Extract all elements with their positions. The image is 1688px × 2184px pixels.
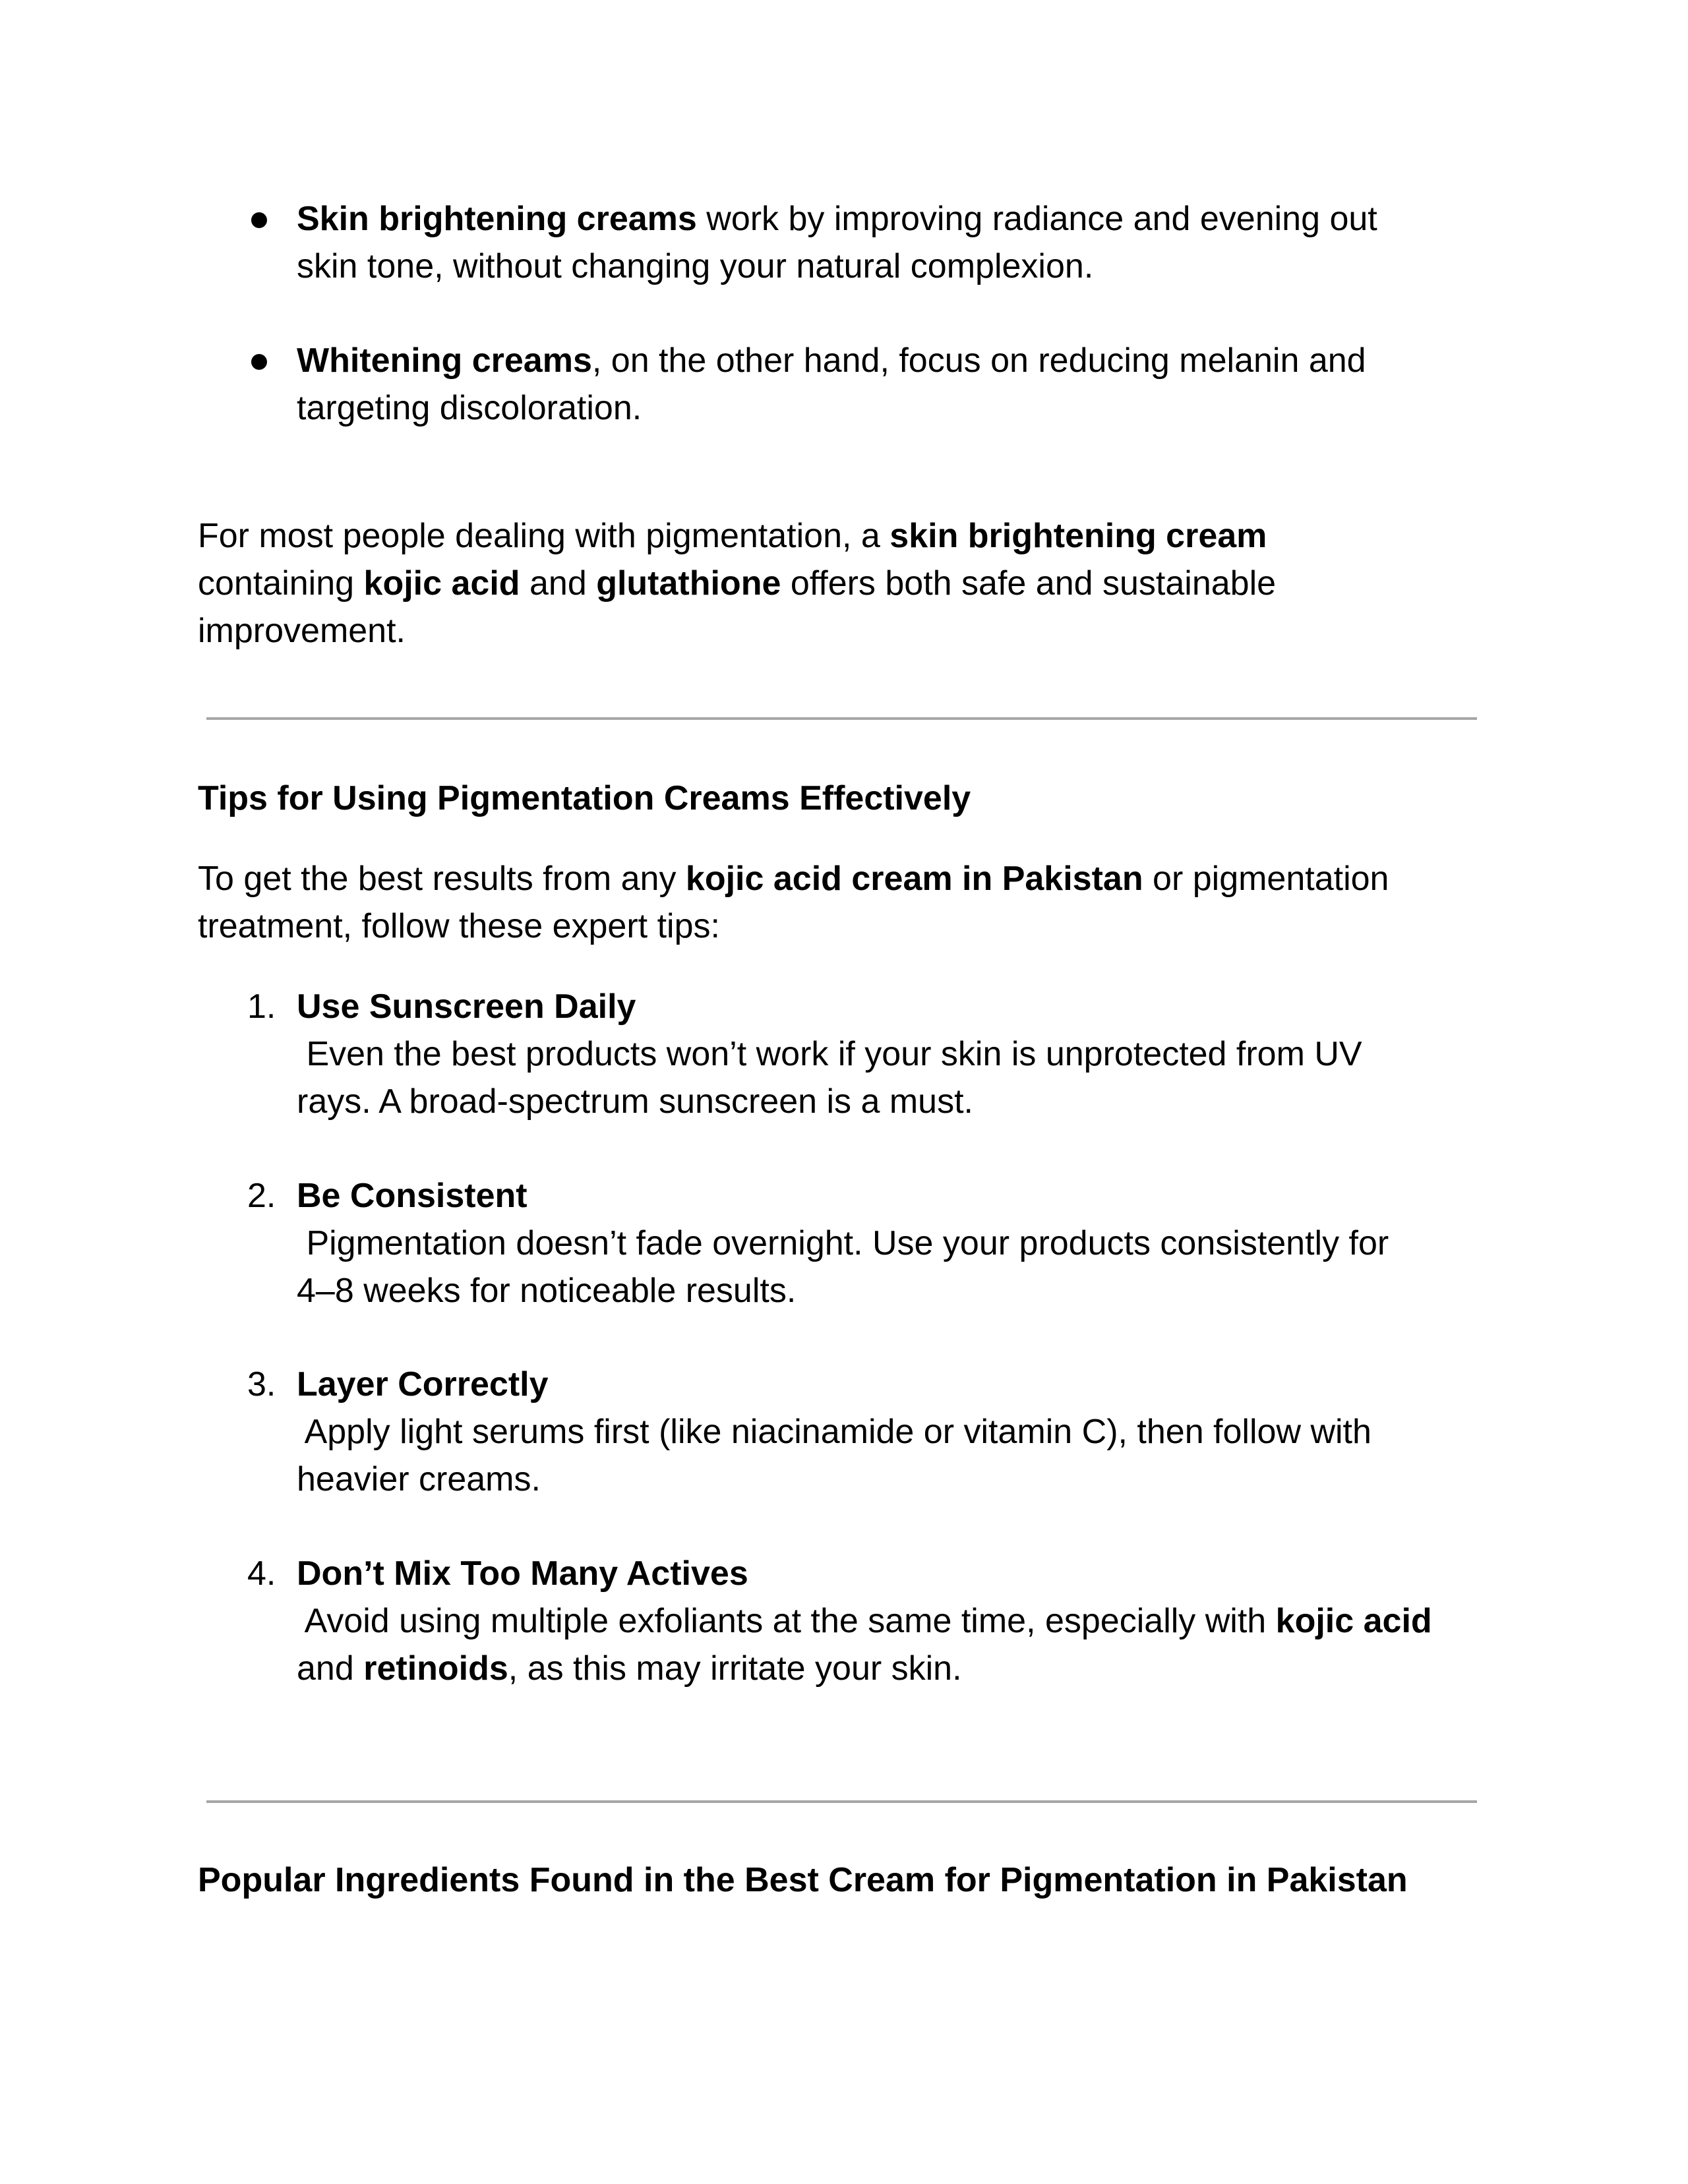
summary-bold: skin brightening cream bbox=[889, 517, 1267, 555]
tips-intro-text: or pigmentation bbox=[1143, 860, 1389, 898]
summary-text: and bbox=[520, 564, 597, 603]
bullet-item-1-bold: Skin brightening creams bbox=[297, 200, 697, 238]
bullet-item-1-line-1 bbox=[297, 195, 1377, 243]
bullet-dot bbox=[251, 354, 267, 370]
list-item-3-line-2: heavier creams. bbox=[297, 1460, 541, 1498]
list-item-title: Use Sunscreen Daily bbox=[297, 988, 636, 1026]
list-item-4-title bbox=[297, 1550, 748, 1597]
list-number: 4. bbox=[247, 1554, 276, 1593]
list-number: 3. bbox=[247, 1365, 276, 1403]
tips-intro-line-1 bbox=[198, 855, 1389, 902]
list-item-text: and bbox=[297, 1649, 364, 1688]
list-item-text: , as this may irritate your skin. bbox=[508, 1649, 962, 1688]
list-item-bold: retinoids bbox=[363, 1649, 508, 1688]
list-item-title: Be Consistent bbox=[297, 1177, 528, 1215]
bullet-item-1-text: work by improving radiance and evening out bbox=[696, 200, 1377, 238]
list-item-title: Don’t Mix Too Many Actives bbox=[297, 1554, 748, 1593]
list-item-1-line-1: Even the best products won’t work if your skin is unprotected from UV bbox=[297, 1035, 1362, 1073]
bullet-item-2-line-1 bbox=[297, 337, 1366, 384]
list-item-3-title bbox=[297, 1361, 549, 1408]
summary-line-3: improvement. bbox=[198, 612, 406, 650]
bullet-item-1-line-2: skin tone, without changing your natural complexion. bbox=[297, 247, 1094, 285]
list-item-text: Avoid using multiple exfoliants at the same time, especially with bbox=[297, 1602, 1276, 1640]
list-item-1-title bbox=[297, 983, 636, 1030]
list-number: 1. bbox=[247, 988, 276, 1026]
tips-intro-line-2: treatment, follow these expert tips: bbox=[198, 907, 720, 945]
summary-text: offers both safe and sustainable bbox=[781, 564, 1277, 603]
list-item-3-line-1: Apply light serums first (like niacinamide or vitamin C), then follow with bbox=[297, 1413, 1372, 1451]
bullet-item-2-text: , on the other hand, focus on reducing melanin and bbox=[591, 341, 1366, 380]
summary-bold: kojic acid bbox=[363, 564, 520, 603]
bullet-item-2-line-2: targeting discoloration. bbox=[297, 389, 642, 427]
summary-text: containing bbox=[198, 564, 364, 603]
list-item-bold: kojic acid bbox=[1275, 1602, 1432, 1640]
summary-line-2 bbox=[198, 560, 1276, 607]
summary-text: For most people dealing with pigmentation, a bbox=[198, 517, 890, 555]
section-heading-ingredients: Popular Ingredients Found in the Best Cream for Pigmentation in Pakistan bbox=[198, 1861, 1408, 1899]
summary-bold: glutathione bbox=[596, 564, 781, 603]
list-item-title: Layer Correctly bbox=[297, 1365, 549, 1403]
tips-intro-text: To get the best results from any bbox=[198, 860, 686, 898]
list-item-1-line-2: rays. A broad-spectrum sunscreen is a must. bbox=[297, 1082, 973, 1121]
horizontal-rule bbox=[206, 717, 1477, 720]
summary-line-1 bbox=[198, 512, 1267, 560]
list-item-4-line-1 bbox=[297, 1597, 1432, 1645]
section-heading-tips: Tips for Using Pigmentation Creams Effectively bbox=[198, 779, 971, 817]
horizontal-rule bbox=[206, 1800, 1477, 1803]
list-number: 2. bbox=[247, 1177, 276, 1215]
bullet-item-2-bold: Whitening creams bbox=[297, 341, 592, 380]
list-item-4-line-2 bbox=[297, 1645, 962, 1692]
list-item-2-title bbox=[297, 1172, 528, 1220]
list-item-2-line-1: Pigmentation doesn’t fade overnight. Use your products consistently for bbox=[297, 1224, 1389, 1262]
list-item-2-line-2: 4–8 weeks for noticeable results. bbox=[297, 1272, 797, 1310]
tips-intro-bold: kojic acid cream in Pakistan bbox=[685, 860, 1143, 898]
bullet-dot bbox=[251, 212, 267, 228]
